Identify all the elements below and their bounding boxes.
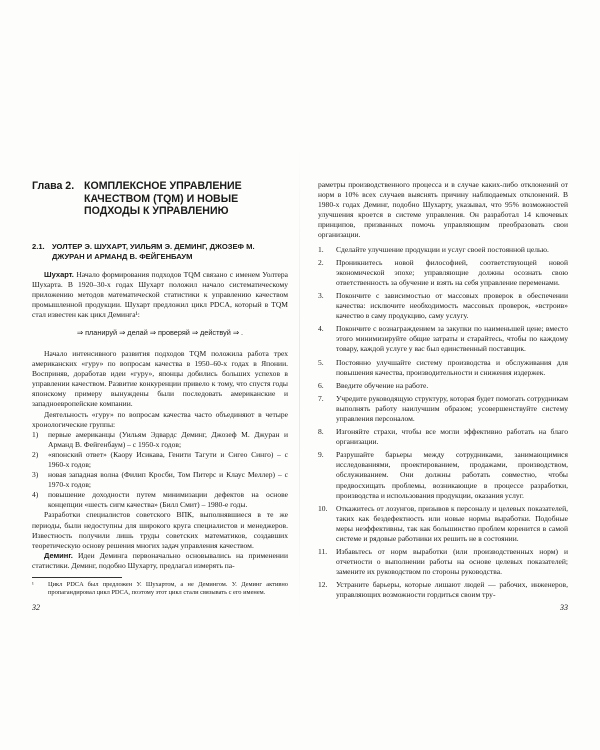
list-item xyxy=(318,258,568,288)
shewhart-text: Начало формирования подходов TQM связано с именем Уолтера Шухарта. В 1920–30-х годах Шухарт положил начало систематическому приложению методов математической статистики к управлению качеством промышленной продукции. Шухарт предложил цикл PDCA, который в TQM стал известен как цикл Деминга¹: xyxy=(32,269,289,319)
list-item-text: Разрушайте барьеры между сотрудниками, занимающимися исследованиями, проектированием, продажами, производством, обслуживанием. Они должны работать совместно, чтобы предвосхищать проблемы, возникающие в процессе разработки, производства и использования продукции, оказания услуг. xyxy=(336,450,568,500)
list-item xyxy=(318,381,568,391)
list-item-text: Избавьтесь от норм выработки (или производственных норм) и отчетности о выполнении работы на основе целевых показателей; замените их руководством по стороны руководства. xyxy=(336,547,568,577)
list-item-text: Введите обучение на работе. xyxy=(336,380,429,390)
list-item xyxy=(318,504,568,544)
list-item xyxy=(318,450,568,500)
list-item-text: Покончите с зависимостью от массовых проверок в обеспечении качества: исключите необходимость массовых проверок, «встроив» качество в саму продукцию, саму услугу. xyxy=(336,290,568,321)
list-item-number: 12. xyxy=(318,580,328,590)
footnote-mark: ¹ xyxy=(32,582,34,589)
list-item-text: Откажитесь от лозунгов, призывов к персоналу и целевых показателей, таких как бездефектность или новые нормы выработки. Подобные меры неэффективны, так как большинство проблем коренится в самой системе и рядовые работники их решить не в состоянии. xyxy=(336,503,568,543)
list-item-number: 3. xyxy=(318,290,324,300)
deming-text: Идеи Деминга первоначально основывались на применении статистики. Деминг, подобно Шухарту, предлагал измерять па- xyxy=(32,550,288,570)
list-item xyxy=(318,547,568,577)
list-item-number: 5. xyxy=(318,357,324,367)
list-item xyxy=(32,450,288,470)
list-item-number: 9. xyxy=(318,450,324,460)
list-item-number: 4) xyxy=(32,490,39,500)
list-item-text: Покончите с вознаграждением за закупки по наименьшей цене; вместо этого минимизируйте общие затраты и старайтесь, чтобы по каждому товару, каждой услуге у вас был единственный поставщик. xyxy=(336,324,568,354)
section-number: 2.1. xyxy=(32,241,45,251)
list-item xyxy=(318,580,568,600)
paragraph-deming xyxy=(32,551,288,571)
list-item-number: 7. xyxy=(318,393,324,403)
list-item-number: 4. xyxy=(318,324,324,334)
list-item xyxy=(318,394,568,424)
list-item-number: 1. xyxy=(318,244,324,254)
section-heading xyxy=(32,242,288,263)
list-item-number: 1) xyxy=(32,429,39,439)
paragraph-intro: раметры производственного процесса и в случае каких-либо отклонений от норм в 10% всех случаев выяснять причину наблюдаемых отклонений. В 1980-х годах Деминг, подобно Шухарту, указывал, что 95% возможностей улучшения кроется в системе управления. Он разработал 14 ключевых принципов, призванных помочь управляющим преобразовать свои организации. xyxy=(318,180,568,240)
deming-lead: Деминг. xyxy=(44,550,73,560)
chapter-title: КОМПЛЕКСНОЕ УПРАВЛЕНИЕ КАЧЕСТВОМ (TQM) И НОВЫЕ ПОДХОДЫ К УПРАВЛЕНИЮ xyxy=(84,180,242,217)
list-item-number: 2) xyxy=(32,449,39,459)
right-page xyxy=(300,0,600,750)
list-item-text: Изгоняйте страхи, чтобы все могли эффективно работать на благо организации. xyxy=(336,427,568,447)
deming-principles-list xyxy=(318,245,568,601)
pdca-formula: ⇒ планируй ⇒ делай ⇒ проверяй ⇒ действуй ⇒ . xyxy=(76,327,244,337)
paragraph-start: Начало интенсивного развития подходов TQM положила работа трех американских «гуру» по вопросам качества в 1950–60-х годах в Японии. Восприняв, доработав идеи «гуру», японцы добились больших успехов в управлении качеством. Развитие конкуренции привело к тому, что спустя годы японскому примеру вынуждены были последовать американские и западноевропейские компании. xyxy=(32,348,288,409)
footnote-text: Цикл PDCA был предложен У. Шухартом, а не Демингом. У. Деминг активно пропагандировал цикл PDCA, поэтому этот цикл стали связывать с его именем. xyxy=(48,581,288,597)
paragraph-vpk: Разработки специалистов советского ВПК, выполнявшиеся в те же периоды, были недоступны для широкого круга специалистов и менеджеров. Известность получили лишь труды советских математиков, создавших теоретическую основу решения многих задач управления качеством. xyxy=(32,510,288,550)
shewhart-lead: Шухарт. xyxy=(44,269,74,279)
list-item-text: Проникнитесь новой философией, соответствующей новой экономической эпохе; управляющие должны осознать свою ответственность за обучение и взять на себя управление переменами. xyxy=(336,257,568,287)
list-item-number: 3) xyxy=(32,470,39,480)
list-item-number: 8. xyxy=(318,427,324,437)
list-item xyxy=(318,245,568,255)
guru-groups-list xyxy=(32,430,288,511)
list-item-number: 2. xyxy=(318,257,324,267)
list-item-number: 11. xyxy=(318,547,328,557)
list-item-text: Устраните барьеры, которые лишают людей — рабочих, инженеров, управляющих возможности гордиться своим тру- xyxy=(336,580,568,600)
list-item-text: повышение доходности путем минимизации дефектов на основе концепции «шесть сигм качества» (Билл Смит) – 1980-е годы. xyxy=(48,490,288,510)
list-item-text: новая западная волна (Филип Кросби, Том Питерс и Клаус Меллер) – с 1970-х годов; xyxy=(48,470,288,490)
list-item xyxy=(318,324,568,354)
paragraph-shewhart xyxy=(32,270,288,320)
list-item xyxy=(318,358,568,378)
list-item-text: Постоянно улучшайте систему производства и обслуживания для повышения качества, производительности и снижения издержек. xyxy=(336,357,568,377)
page-number-right: 33 xyxy=(560,603,568,612)
list-item-number: 10. xyxy=(318,503,328,513)
page-number-left: 32 xyxy=(32,603,40,612)
list-item xyxy=(32,430,288,450)
paragraph-guru: Деятельность «гуру» по вопросам качества часто объединяют в четыре хронологические группы: xyxy=(32,409,288,429)
chapter-heading xyxy=(32,180,288,218)
chapter-label: Глава 2. xyxy=(32,180,75,192)
list-item-number: 6. xyxy=(318,380,324,390)
list-item xyxy=(318,291,568,321)
list-item xyxy=(32,490,288,510)
list-item-text: первые американцы (Уильям Эдвардс Деминг, Джозеф М. Джуран и Арманд В. Фейгенбаум) – с 1950-х годов; xyxy=(48,429,288,449)
list-item-text: Учредите руководящую структуру, которая будет помогать сотрудникам выполнять работу наилучшим образом; усовершенствуйте систему управления персоналом. xyxy=(336,393,568,423)
footnote-divider xyxy=(32,577,122,578)
list-item-text: Сделайте улучшение продукции и услуг своей постоянной целью. xyxy=(336,244,549,254)
list-item-text: «японский ответ» (Каору Исикава, Генити Тагути и Сигео Синго) – с 1960-х годов; xyxy=(48,449,288,469)
section-title: УОЛТЕР Э. ШУХАРТ, УИЛЬЯМ Э. ДЕМИНГ, ДЖОЗЕФ М. ДЖУРАН И АРМАНД В. ФЕЙГЕНБАУМ xyxy=(52,241,255,261)
footnote xyxy=(32,581,288,598)
list-item xyxy=(318,427,568,447)
list-item xyxy=(32,470,288,490)
